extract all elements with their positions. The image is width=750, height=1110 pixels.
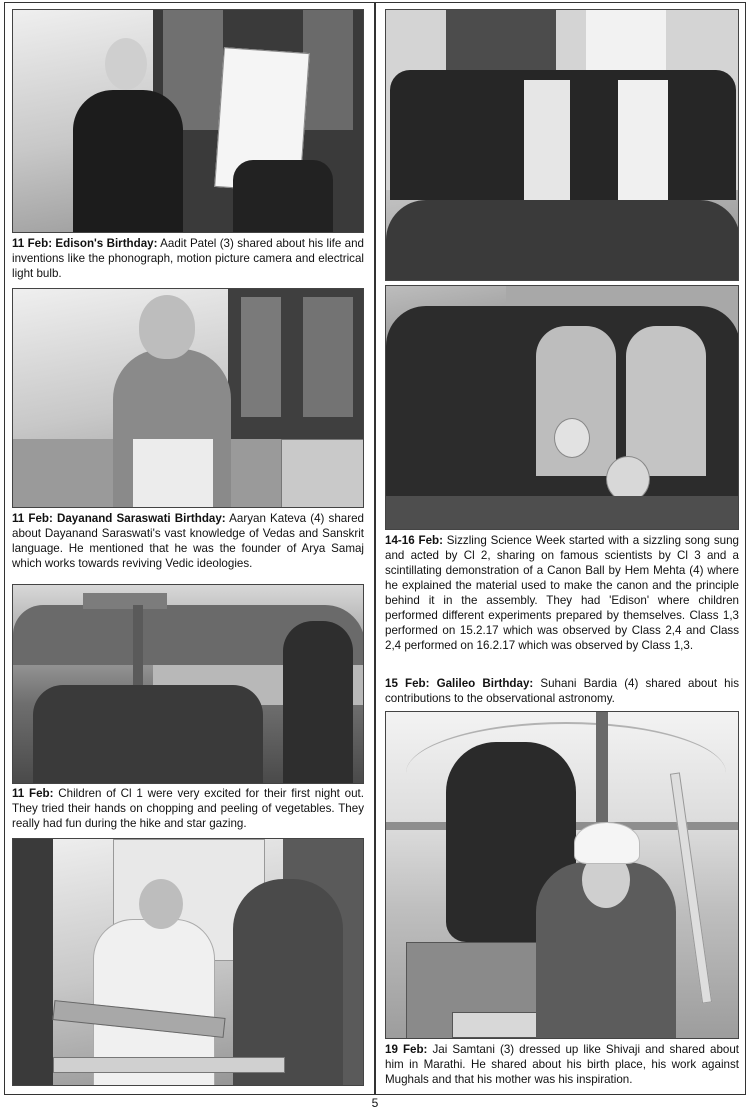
audience-children bbox=[386, 200, 739, 281]
caption-heading: 11 Feb: Edison's Birthday: bbox=[12, 237, 158, 250]
photo-edison-birthday bbox=[12, 9, 364, 233]
caption-text: Children of Cl 1 were very excited for their first night out. They tried their hands on chopping and peeling of vegetables. They really had fun during the hike and star gazing. bbox=[12, 787, 364, 830]
caption-heading: 15 Feb: Galileo Birthday: bbox=[385, 677, 534, 690]
performer-white bbox=[524, 80, 570, 200]
caption-heading: 19 Feb: bbox=[385, 1043, 428, 1056]
caption-text: Suhani Bardia (4) shared about his contributions to the observational astronomy. bbox=[385, 677, 739, 705]
balloon bbox=[554, 418, 590, 458]
white-dhoti bbox=[133, 439, 213, 508]
door-frame bbox=[13, 839, 53, 1086]
caption-text: Jai Samtani (3) dressed up like Shivaji and shared about him in Marathi. He shared about his birth place, his work against Mughals and that his mother was his inspiration. bbox=[385, 1043, 740, 1086]
photo-science-week-stage bbox=[385, 9, 739, 281]
photo-dayanand-saraswati bbox=[12, 288, 364, 508]
window-pane bbox=[303, 10, 353, 130]
photo-shivaji bbox=[385, 711, 739, 1039]
photo-canon-demo bbox=[12, 838, 364, 1086]
caption-text: Aaryan Kateva (4) shared about Dayanand Saraswati's vast knowledge of Vedas and Sanskrit language. He mentioned that he was the founder of Arya Samaj which works towards reviving Vedic ideologies. bbox=[12, 512, 364, 570]
photo-night-out bbox=[12, 584, 364, 784]
caption-shivaji bbox=[385, 1042, 739, 1087]
photo-balloon-experiment bbox=[385, 285, 739, 530]
sword bbox=[670, 772, 712, 1003]
caption-heading: 11 Feb: Dayanand Saraswati Birthday: bbox=[12, 512, 226, 525]
girl-striped bbox=[626, 326, 706, 476]
poster-holder bbox=[233, 160, 333, 233]
window-pane bbox=[303, 297, 353, 417]
window-pane bbox=[241, 297, 281, 417]
student-speaker bbox=[73, 90, 183, 233]
signboard bbox=[83, 593, 167, 609]
lab-table bbox=[386, 496, 739, 530]
white-turban bbox=[574, 822, 640, 864]
student-head-turban bbox=[139, 295, 195, 359]
page-number: 5 bbox=[371, 1096, 379, 1110]
column-divider bbox=[374, 2, 376, 1095]
caption-dayanand bbox=[12, 511, 364, 571]
table bbox=[53, 1057, 285, 1073]
caption-heading: 14-16 Feb: bbox=[385, 534, 443, 547]
student-head bbox=[139, 879, 183, 929]
children-group bbox=[33, 685, 263, 784]
performer-white bbox=[618, 80, 668, 220]
caption-science-week bbox=[385, 533, 739, 653]
plaque bbox=[452, 1012, 544, 1038]
caption-edison bbox=[12, 236, 364, 281]
caption-galileo bbox=[385, 676, 739, 706]
caption-night-out bbox=[12, 786, 364, 831]
caption-text: Aadit Patel (3) shared about his life and inventions like the phonograph, motion picture camera and electrical light bulb. bbox=[12, 237, 364, 280]
student-head bbox=[105, 38, 147, 90]
caption-text: Sizzling Science Week started with a sizzling song sung and acted by Cl 2, sharing on famous scientists by Cl 3 and a scintillating demonstration of a Canon Ball by Hem Mehta (4) where he explained the material used to make the canon and the principle behind it in the assembly. They had 'Edison' where children performed different experiments prepared by themselves. Class 1,3 performed on 15.2.17 which was observed by Class 2,4 and Class 2,4 performed on 16.2.17 which was observed by Class 1,3. bbox=[385, 534, 739, 652]
lectern bbox=[281, 439, 364, 508]
caption-heading: 11 Feb: bbox=[12, 787, 54, 800]
teacher-figure bbox=[233, 879, 343, 1086]
adult-figure bbox=[283, 621, 353, 784]
